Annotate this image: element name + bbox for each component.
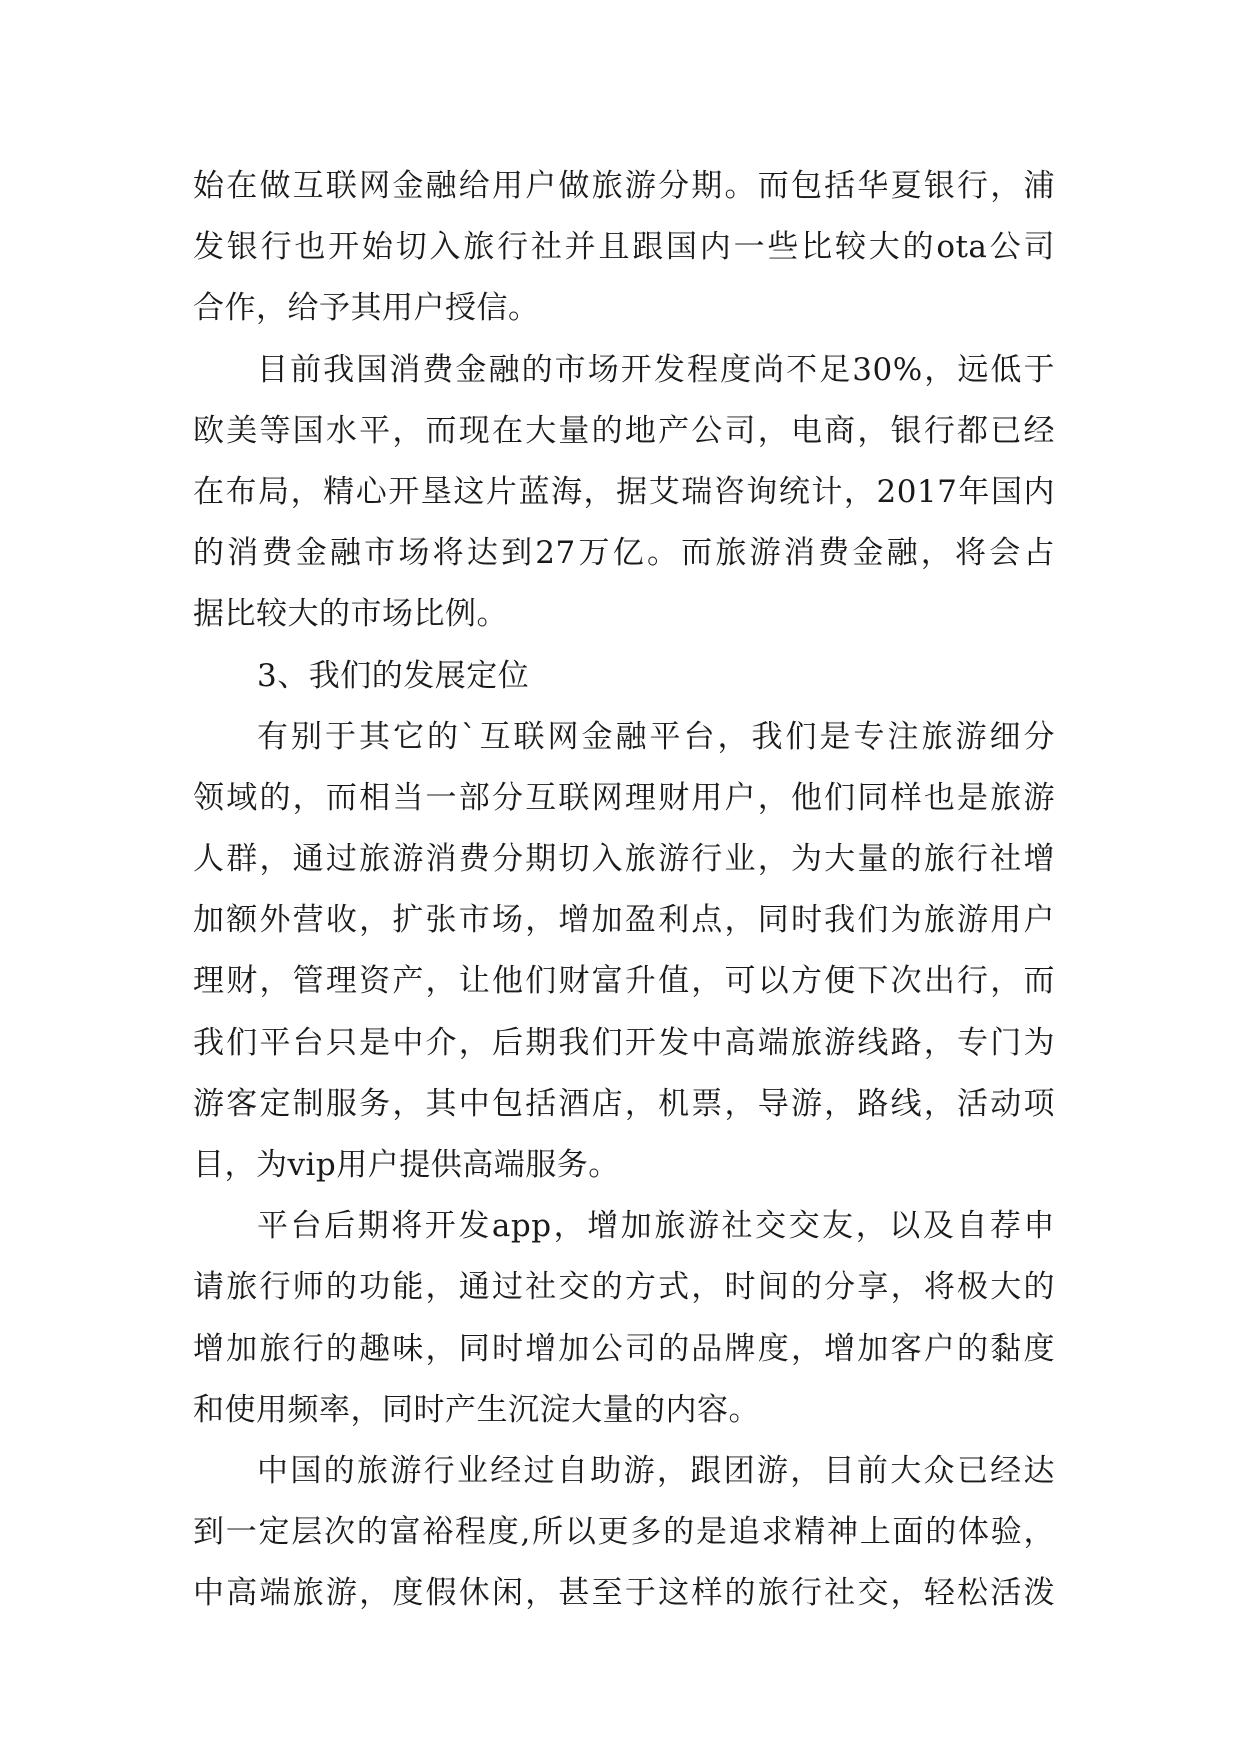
p4-line-3: 人群，通过旅游消费分期切入旅游行业，为大量的旅行社增 bbox=[193, 841, 1055, 878]
p4-line-2: 领域的，而相当一部分互联网理财用户，他们同样也是旅游 bbox=[193, 779, 1055, 816]
p2-line-4: 的消费金融市场将达到27万亿。而旅游消费金融，将会占 bbox=[193, 535, 1055, 572]
p4-line-6: 我们平台只是中介，后期我们开发中高端旅游线路，专门为 bbox=[193, 1024, 1055, 1061]
p4-line-8: 目，为vip用户提供高端服务。 bbox=[193, 1147, 620, 1183]
p4-line-1: 有别于其它的`互联网金融平台，我们是专注旅游细分 bbox=[257, 718, 1055, 755]
p5-line-1: 平台后期将开发app，增加旅游社交交友，以及自荐申 bbox=[257, 1208, 1055, 1245]
p5-line-4: 和使用频率，同时产生沉淀大量的内容。 bbox=[193, 1391, 760, 1428]
p5-line-2: 请旅行师的功能，通过社交的方式，时间的分享，将极大的 bbox=[193, 1269, 1055, 1306]
p6-line-2: 到一定层次的富裕程度,所以更多的是追求精神上面的体验， bbox=[193, 1514, 1055, 1551]
p2-line-2: 欧美等国水平，而现在大量的地产公司，电商，银行都已经 bbox=[193, 412, 1055, 449]
p1-line-2: 发银行也开始切入旅行社并且跟国内一些比较大的ota公司 bbox=[193, 229, 1055, 266]
p5-line-3: 增加旅行的趣味，同时增加公司的品牌度，增加客户的黏度 bbox=[193, 1330, 1055, 1367]
p2-line-3: 在布局，精心开垦这片蓝海，据艾瑞咨询统计，2017年国内 bbox=[193, 473, 1055, 510]
document-body bbox=[193, 156, 1055, 1625]
p4-line-4: 加额外营收，扩张市场，增加盈利点，同时我们为旅游用户 bbox=[193, 902, 1055, 939]
p6-line-3: 中高端旅游，度假休闲，甚至于这样的旅行社交，轻松活泼 bbox=[193, 1575, 1055, 1612]
p4-line-5: 理财，管理资产，让他们财富升值，可以方便下次出行，而 bbox=[193, 963, 1055, 1000]
p1-line-1: 始在做互联网金融给用户做旅游分期。而包括华夏银行，浦 bbox=[193, 168, 1055, 204]
p6-line-1: 中国的旅游行业经过自助游，跟团游，目前大众已经达 bbox=[257, 1452, 1055, 1489]
p4-line-7: 游客定制服务，其中包括酒店，机票，导游，路线，活动项 bbox=[193, 1085, 1055, 1122]
p2-line-5: 据比较大的市场比例。 bbox=[193, 596, 508, 633]
section-heading: 3、我们的发展定位 bbox=[257, 657, 530, 694]
p1-line-3: 合作，给予其用户授信。 bbox=[193, 290, 540, 327]
p2-line-1: 目前我国消费金融的市场开发程度尚不足30%，远低于 bbox=[257, 351, 1055, 388]
